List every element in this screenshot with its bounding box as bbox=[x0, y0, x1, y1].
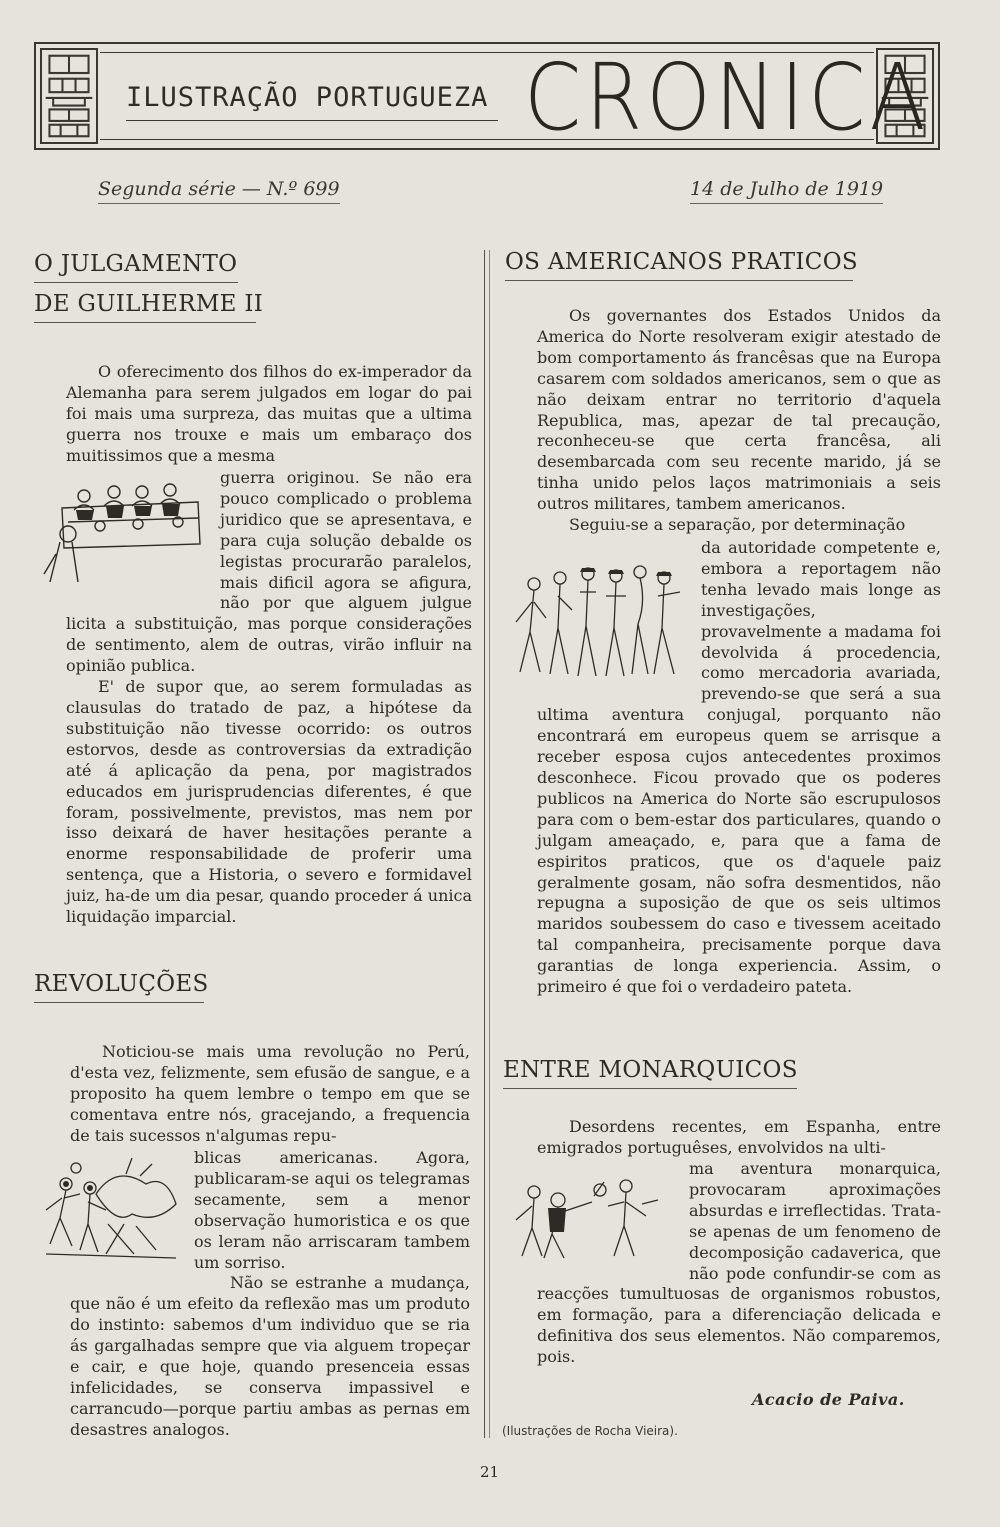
signature: Acacio de Paiva. bbox=[752, 1390, 905, 1409]
masthead-title: CRONICA bbox=[524, 45, 930, 152]
issue-date: 14 de Julho de 1919 bbox=[690, 178, 883, 204]
masthead bbox=[34, 42, 940, 150]
americanos-body bbox=[537, 306, 941, 536]
column-divider-inner bbox=[489, 250, 490, 1438]
judges-float-space bbox=[66, 468, 214, 594]
julgamento-body-2 bbox=[66, 468, 472, 928]
column-divider bbox=[484, 250, 485, 1438]
monarquicos-body-2 bbox=[537, 1159, 941, 1368]
julgamento-heading-line1: O JULGAMENTO bbox=[34, 250, 238, 283]
masthead-subtitle: ILUSTRAÇÃO PORTUGUEZA bbox=[126, 82, 489, 113]
julgamento-body bbox=[66, 362, 472, 467]
revolucoes-paragraph-2: Não se estranhe a mudança, que não é um efeito da reflexão mas um produto do instinto: sabemos d'um individuo que se ria ás gargalhadas sempre que via alguem tropeçar e cair, e que hoje, quando presenceia essas infelicidades, se conserva impassivel e carrancudo—porque partiu ambas as pernas em desastres analogos. bbox=[70, 1273, 470, 1439]
monarquicos-heading: ENTRE MONARQUICOS bbox=[503, 1056, 797, 1089]
americanos-paragraph-1: Os governantes dos Estados Unidos da America do Norte resolveram exigir atestado de bom comportamento ás francêsas que na Europa casarem com soldados americanos, sem o que as não deixam entrar no territorio d'aquela Republica, mas, apezar de tal precaução, reconheceu-se que certa francêsa, ali desembarcada com seu recente marido, já se tinha unido pelos laços matrimoniais a seis outros militares, tambem americanos. bbox=[537, 306, 941, 514]
americanos-paragraph-2-wrap: da autoridade competente e, embora a reportagem não tenha levado mais longe as investigações, provavelmente a madama foi devolvida á procedencia, como mercadoria avariada, prevendo-se que será a sua ultima aventura conjugal, porquanto não encontrará em europeus quem se arrisque a receber esposa cujos antecedentes proximos desconhece. Ficou provado que os poderes publicos na America do Norte são escrupulosos para com o bem-estar dos particulares, quando o julgam ameaçado, e, para que a fama de espiritos praticos, que os d'aquele paiz geralmente gosam, não sofra desmentidos, não repugna a suposição de que os seis ultimos maridos soubessem do caso e tivessem aceitado tal companheira, precisamente porque dava garantias de longa experiencia. Assim, o primeiro é que foi o verdadeiro pateta. bbox=[537, 538, 941, 997]
issue-series: Segunda série — N.º 699 bbox=[98, 178, 340, 204]
monarquicos-paragraph-1-wrap: ma aventura monarquica, provocaram aproximações absurdas e irreflectidas. Trata-se apenas de um fenomeno de decomposição cadaverica, que não pode confundir-se com as reacções tumultuosas de organismos robustos, em formação, para a diferenciação delicada e definitiva dos seus elementos. Não comparemos, pois. bbox=[537, 1159, 941, 1367]
revolucoes-paragraph-1-wrap: blicas americanas. Agora, publicaram-se aqui os telegramas secamente, sem a menor observação humoristica e os que os leram não arriscaram tambem um sorriso. bbox=[194, 1148, 470, 1272]
julgamento-heading-line2: DE GUILHERME II bbox=[34, 290, 256, 323]
revolucoes-heading: REVOLUÇÕES bbox=[34, 970, 204, 1003]
julgamento-paragraph-1-top: O oferecimento dos filhos do ex-imperador da Alemanha para serem julgados em logar do pai foi mais uma surpreza, das muitas que a ultima guerra nos trouxe e mais um embaraço dos muitissimos que a mesma bbox=[66, 362, 472, 465]
masthead-ornament-left-icon bbox=[40, 48, 98, 144]
julgamento-paragraph-2: E' de supor que, ao serem formuladas as clausulas do tratado de paz, a hipótese da substituição não tivesse ocorrido: os outros estorvos, desde as controversias da extradição até á aplicação da pena, por magistrados educados em jurisprudencias diferentes, é que foram, possivelmente, previstos, mas nem por isso deixará de haver hesitações perante a enorme responsabilidade de proferir uma sentença, que a Historia, o severo e formidavel juiz, ha-de um dia pesar, quando proceder á unica liquidação imparcial. bbox=[66, 677, 472, 927]
page-number: 21 bbox=[480, 1463, 500, 1481]
americanos-heading: OS AMERICANOS PRATICOS bbox=[505, 248, 853, 281]
julgamento-paragraph-1-wrap: guerra originou. Se não era pouco complicado o problema juridico que se apresentava, e para cuja solução debalde os legistas procurarão paralelos, mais dificil agora se afigura, não por que alguem julgue licita a substituição, mas porque considerações de sentimento, alem de outras, virão influir na opinião publica. bbox=[66, 468, 472, 676]
soldiers-float-space bbox=[537, 538, 695, 686]
illustration-credit: (Ilustrações de Rocha Vieira). bbox=[502, 1424, 678, 1438]
monarchists-float-space bbox=[537, 1159, 683, 1283]
revolucoes-body-2 bbox=[70, 1148, 470, 1441]
masthead-subtitle-rule bbox=[126, 120, 498, 121]
monarquicos-body bbox=[537, 1117, 941, 1159]
revolucoes-body bbox=[70, 1042, 470, 1147]
americanos-paragraph-2-top: Seguiu-se a separação, por determinação bbox=[569, 515, 906, 535]
monarquicos-paragraph-1-top: Desordens recentes, em Espanha, entre emigrados portuguêses, envolvidos na ulti- bbox=[537, 1117, 941, 1157]
revolution-float-space bbox=[70, 1148, 188, 1272]
revolucoes-paragraph-1-top: Noticiou-se mais uma revolução no Perú, d'esta vez, felizmente, sem efusão de sangue, e a proposito ha quem lembre o tempo em que se comentava entre nós, gracejando, a frequencia de tais sucessos n'algumas repu- bbox=[70, 1042, 470, 1145]
americanos-body-2 bbox=[537, 538, 941, 998]
